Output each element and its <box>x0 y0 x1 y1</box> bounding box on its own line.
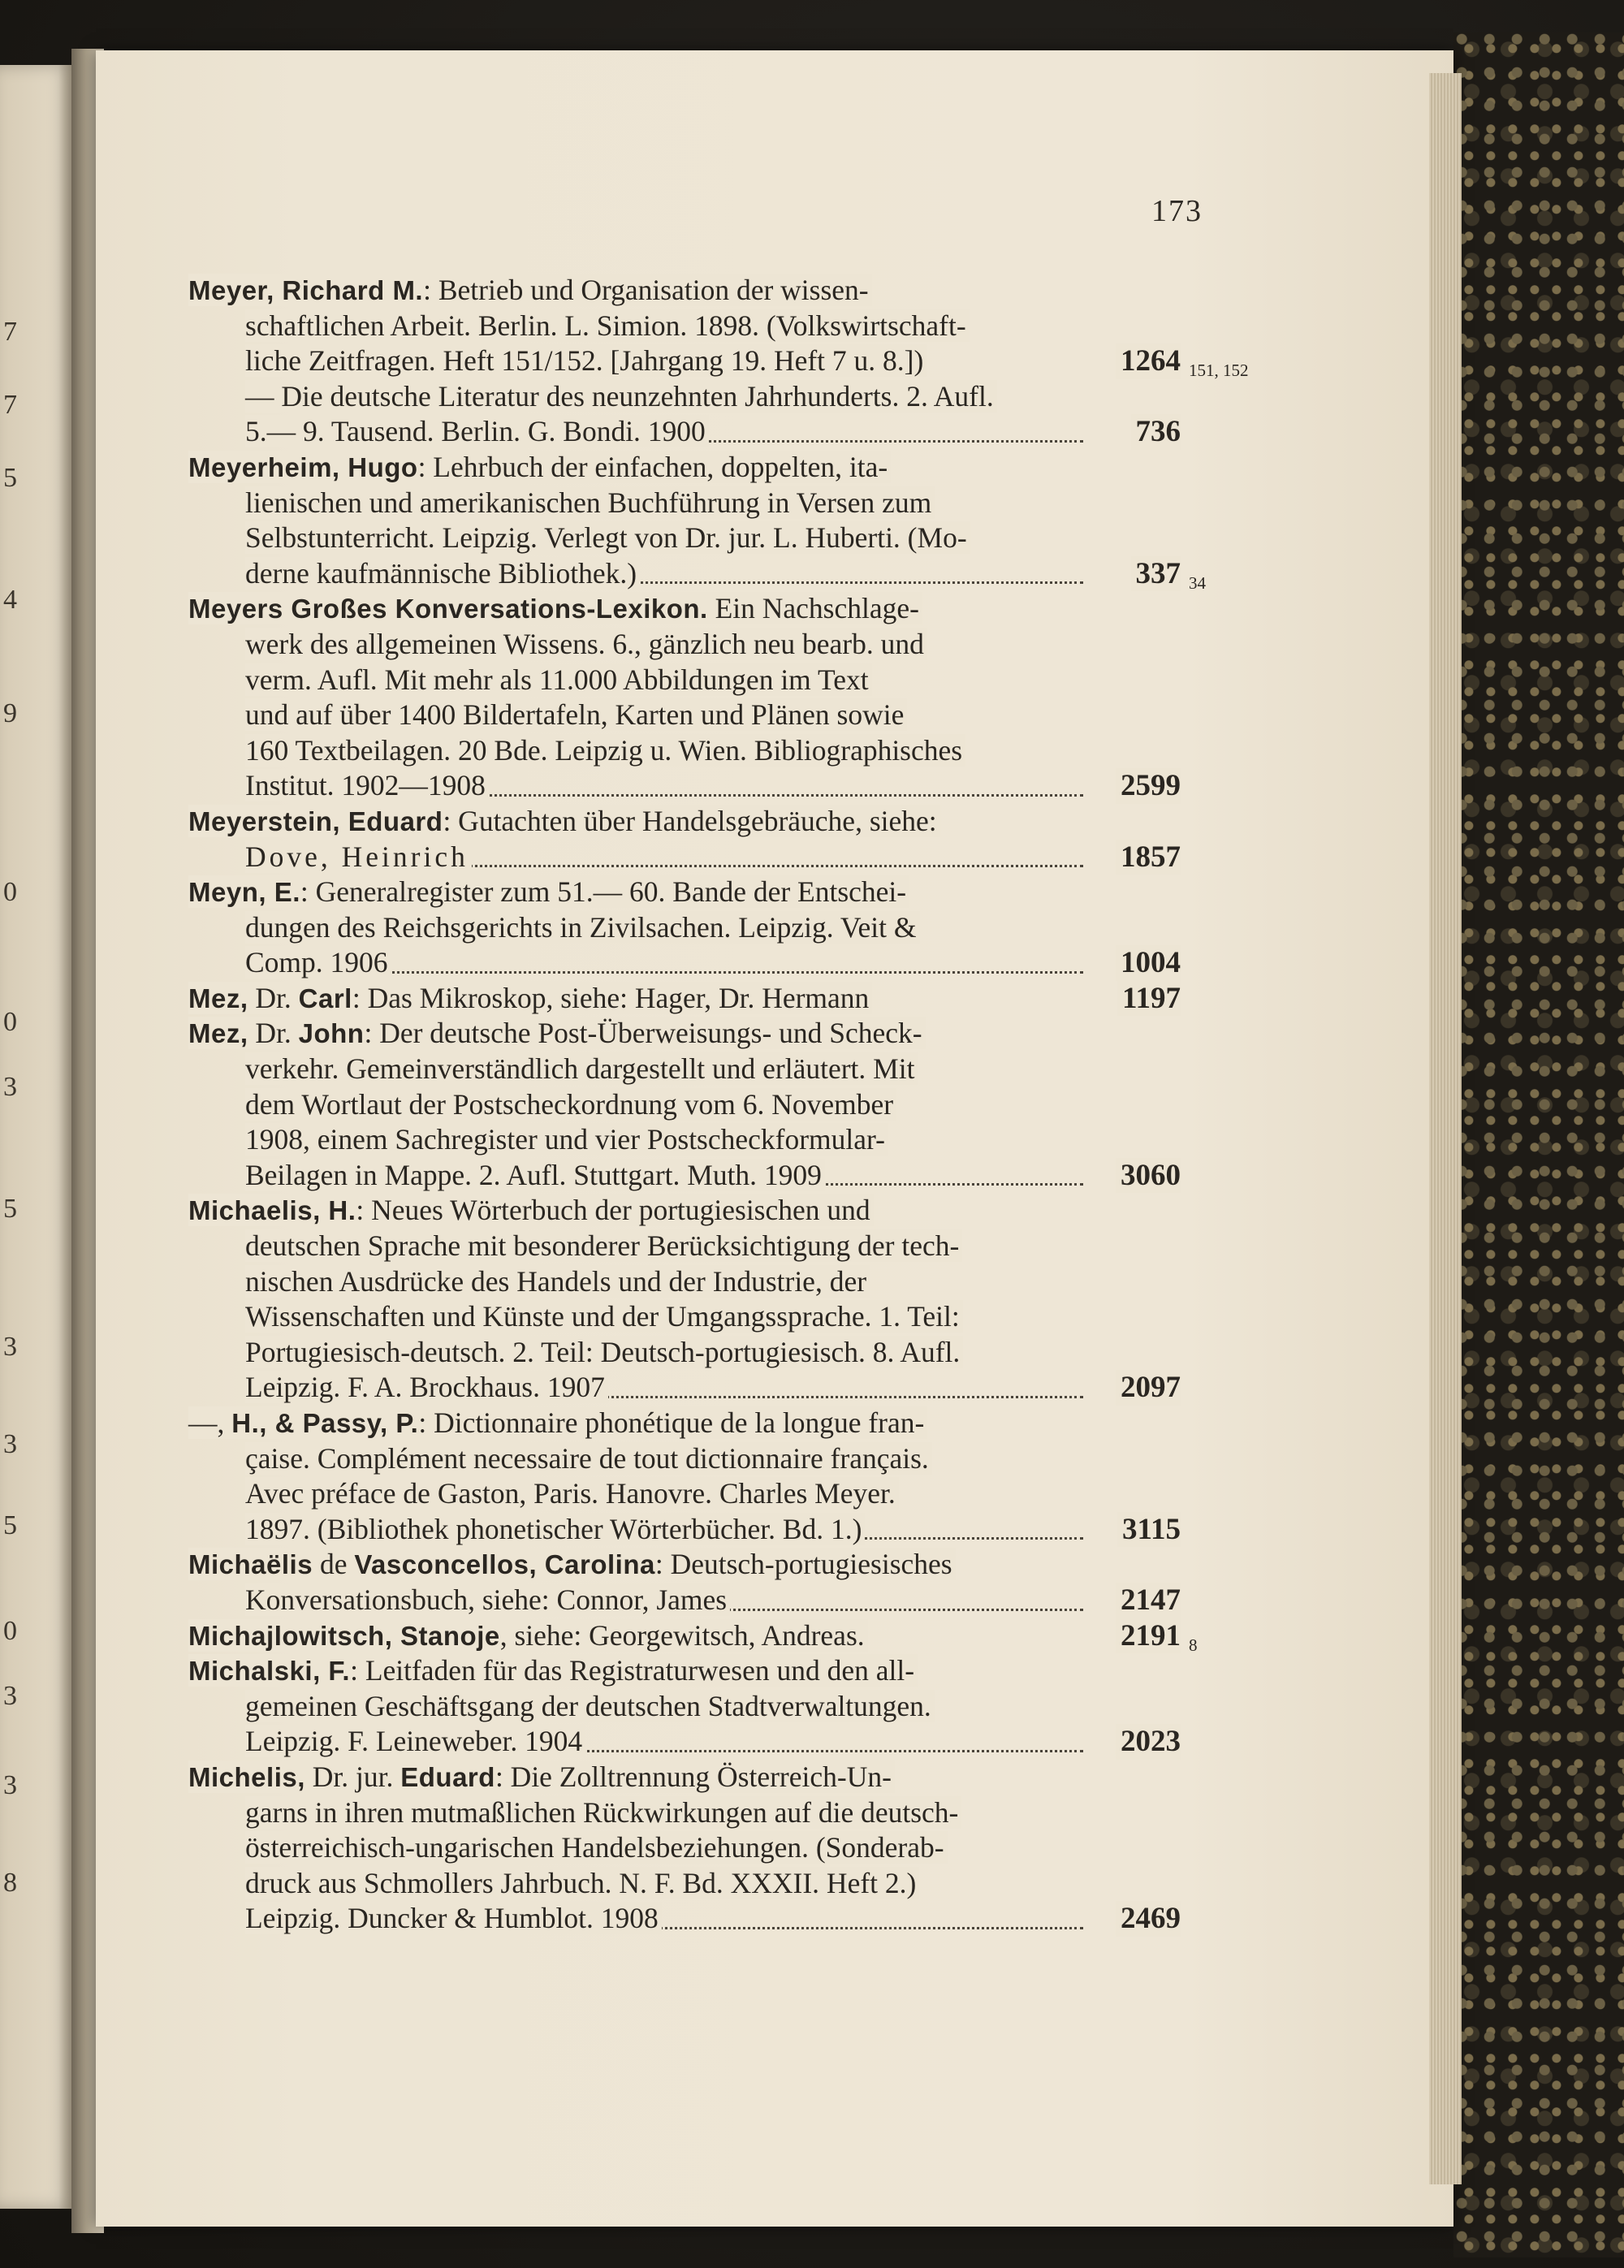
entry-text <box>188 1760 895 1793</box>
entry-line <box>188 1264 1181 1300</box>
entry-author-name: Carl <box>298 983 352 1013</box>
facing-page-mark: 5 <box>3 463 17 493</box>
entry-line <box>188 1724 1181 1760</box>
index-entry <box>188 981 1181 1017</box>
entry-text <box>245 1123 888 1156</box>
entry-text <box>245 946 391 978</box>
entry-description: : Betrieb und Organisation der wissen- <box>423 274 869 306</box>
entry-description: Institut. 1902—1908 <box>245 769 486 802</box>
entry-description: Dove, Heinrich <box>245 840 469 873</box>
facing-page-mark: 8 <box>3 1868 17 1898</box>
entry-author-name: John <box>298 1018 365 1049</box>
entry-description: 1897. (Bibliothek phonetischer Wörterbücher. Bd. 1.) <box>245 1512 862 1545</box>
entry-author: Michajlowitsch, Stanoje <box>188 1620 500 1651</box>
entry-description: 5.— 9. Tausend. Berlin. G. Bondi. 1900 <box>245 415 706 448</box>
entry-author: Meyer, Richard M. <box>188 275 424 305</box>
entry-description: çaise. Complément necessaire de tout dictionnaire français. <box>245 1441 929 1475</box>
index-entry <box>188 273 1249 450</box>
entry-description: Leipzig. Duncker & Humblot. 1908 <box>245 1902 659 1935</box>
entry-description: lienischen und amerikanischen Buchführung in Versen zum <box>245 486 932 519</box>
entry-line <box>188 1193 1181 1229</box>
entry-text <box>245 769 489 801</box>
index-entry <box>188 875 1181 981</box>
entry-text <box>245 1159 825 1191</box>
index-entry <box>188 591 1181 804</box>
entry-line <box>188 521 1181 556</box>
entry-description: , siehe: Georgewitsch, Andreas. <box>499 1618 865 1652</box>
entry-description: : Gutachten über Handelsgebräuche, siehe: <box>443 804 937 837</box>
entry-line <box>188 1866 1181 1902</box>
entry-description: deutschen Sprache mit besonderer Berücksichtigung der tech- <box>245 1229 960 1263</box>
entry-author: Michalski, F. <box>188 1656 351 1687</box>
entry-number: 3115 <box>1117 1512 1181 1548</box>
entry-number: 1004 <box>1116 945 1181 981</box>
entry-author: Michaëlis <box>188 1549 313 1580</box>
book-cover-edge <box>1453 32 1624 2257</box>
facing-page-mark: 3 <box>3 1770 17 1800</box>
entry-text <box>188 1654 918 1687</box>
entry-text <box>245 1690 935 1722</box>
entry-title-prefix: Dr. <box>248 1017 299 1050</box>
entry-description: garns in ihren mutmaßlichen Rückwirkungen auf die deutsch- <box>245 1795 959 1829</box>
facing-page-mark: 4 <box>3 585 17 615</box>
entry-text <box>245 486 935 519</box>
facing-page-mark: 0 <box>3 1616 17 1646</box>
entry-text <box>245 1442 932 1475</box>
entry-description: Ein Nachschlage- <box>707 592 919 625</box>
entry-number: 1197 <box>1117 981 1181 1017</box>
entry-line <box>188 1901 1181 1937</box>
entry-author: Mez, <box>188 1018 248 1049</box>
entry-description: : Die Zolltrennung Österreich-Un- <box>495 1760 892 1793</box>
entry-text <box>188 805 940 837</box>
entry-number: 736 <box>1131 414 1181 450</box>
entry-author-name: Vasconcellos, Carolina <box>354 1549 655 1580</box>
index-entry <box>188 1653 1181 1760</box>
entry-text <box>245 628 927 660</box>
entry-description: Beilagen in Mappe. 2. Aufl. Stuttgart. Muth. 1909 <box>245 1158 822 1191</box>
index-entry <box>188 1618 1198 1655</box>
entry-author: Michaelis, H. <box>188 1195 356 1226</box>
index-entry <box>188 1760 1181 1937</box>
entry-author: Meyerstein, Eduard <box>188 806 443 836</box>
index-entry <box>188 804 1181 875</box>
entry-line <box>188 1299 1181 1335</box>
entry-line <box>188 1795 1181 1831</box>
entry-line <box>188 910 1181 946</box>
entry-line <box>188 1406 1181 1441</box>
entry-description: 1908, einem Sachregister und vier Postscheckformular- <box>245 1123 885 1156</box>
entry-description: Comp. 1906 <box>245 946 388 979</box>
index-entries <box>188 273 1249 1937</box>
entry-description: : Generalregister zum 51.— 60. Bande der Entschei- <box>300 875 907 909</box>
page-number: 173 <box>1151 194 1203 228</box>
entry-description: : Deutsch-portugiesisches <box>654 1548 952 1581</box>
entry-description: Avec préface de Gaston, Paris. Hanovre. Charles Meyer. <box>245 1477 896 1510</box>
entry-line <box>188 981 1181 1017</box>
page-stack-edge <box>1429 73 1462 2184</box>
entry-line <box>188 1335 1181 1371</box>
entry-author: Michelis, <box>188 1761 305 1792</box>
facing-page-mark: 0 <box>3 1007 17 1037</box>
entry-text <box>245 1229 962 1262</box>
entry-line <box>188 1653 1181 1689</box>
entry-description: gemeinen Geschäftsgang der deutschen Stadtverwaltungen. <box>245 1689 931 1722</box>
entry-author: Mez, <box>188 983 248 1013</box>
entry-description: dem Wortlaut der Postscheckordnung vom 6. November <box>245 1087 894 1121</box>
entry-description: dungen des Reichsgerichts in Zivilsachen. Leipzig. Veit & <box>245 910 917 944</box>
facing-page-mark: 3 <box>3 1681 17 1711</box>
entry-description: : Neues Wörterbuch der portugiesischen und <box>356 1194 870 1227</box>
entry-line <box>188 1052 1181 1087</box>
entry-description: derne kaufmännische Bibliothek.) <box>245 556 637 590</box>
entry-text <box>245 1300 963 1333</box>
entry-line <box>188 1618 1198 1655</box>
facing-page-mark: 5 <box>3 1510 17 1540</box>
entry-title-prefix: de <box>313 1548 355 1581</box>
entry-text <box>245 1831 948 1864</box>
entry-line <box>188 1547 1181 1583</box>
facing-page-mark: 7 <box>3 317 17 347</box>
entry-text <box>245 1725 585 1757</box>
entry-line <box>188 1583 1181 1618</box>
entry-line <box>188 343 1249 381</box>
entry-line <box>188 1370 1181 1406</box>
entry-number: 2097 <box>1116 1370 1181 1406</box>
entry-description: werk des allgemeinen Wissens. 6., gänzlich neu bearb. und <box>245 627 924 660</box>
entry-line <box>188 486 1181 521</box>
entry-line <box>188 379 1181 415</box>
entry-text <box>245 1088 896 1121</box>
entry-text <box>245 380 997 413</box>
entry-author: Meyers Großes Konversations-Lexikon. <box>188 594 708 624</box>
facing-page-margin-marks <box>0 65 32 2209</box>
entry-description: verm. Aufl. Mit mehr als 11.000 Abbildungen im Text <box>245 663 869 696</box>
entry-line <box>188 1158 1181 1194</box>
entry-title-prefix: Dr. jur. <box>304 1760 401 1793</box>
entry-line <box>188 591 1181 627</box>
entry-description: : Der deutsche Post-Überweisungs- und Scheck- <box>364 1017 922 1050</box>
entry-line <box>188 1122 1181 1158</box>
entry-text <box>245 1371 608 1403</box>
entry-text <box>188 451 891 483</box>
entry-description: schaftlichen Arbeit. Berlin. L. Simion. 1898. (Volkswirtschaft- <box>245 309 966 342</box>
entry-line <box>188 309 1181 344</box>
entry-text <box>245 1052 918 1085</box>
entry-description: liche Zeitfragen. Heft 151/152. [Jahrgang 19. Heft 7 u. 8.]) <box>245 344 924 378</box>
entry-text <box>245 911 920 944</box>
entry-author-name: Eduard <box>400 1761 495 1792</box>
entry-line <box>188 414 1181 450</box>
entry-text <box>245 521 970 554</box>
entry-number: 2147 <box>1116 1583 1181 1618</box>
entry-line <box>188 1476 1181 1512</box>
entry-text <box>245 734 965 767</box>
entry-text <box>188 1194 874 1226</box>
entry-line <box>188 1441 1181 1477</box>
entry-text <box>188 274 872 306</box>
entry-line <box>188 450 1181 486</box>
facing-page-mark: 9 <box>3 698 17 728</box>
entry-description: : Lehrbuch der einfachen, doppelten, ita- <box>417 450 888 483</box>
entry-line <box>188 1087 1181 1123</box>
facing-page-mark: 3 <box>3 1072 17 1102</box>
entry-subnumber: 8 <box>1189 1635 1198 1655</box>
entry-description: nischen Ausdrücke des Handels und der Industrie, der <box>245 1264 867 1298</box>
entry-author: Meyerheim, Hugo <box>188 451 418 482</box>
entry-subnumber: 151, 152 <box>1189 361 1249 381</box>
entry-description: österreichisch-ungarischen Handelsbeziehungen. (Sonderab- <box>245 1831 944 1864</box>
entry-line <box>188 273 1181 309</box>
entry-text <box>245 309 970 342</box>
facing-page-mark: 5 <box>3 1194 17 1224</box>
entry-description: 160 Textbeilagen. 20 Bde. Leipzig u. Wien. Bibliographisches <box>245 733 963 767</box>
entry-line <box>188 627 1181 663</box>
entry-description: : Dictionnaire phonétique de la longue fran- <box>418 1406 925 1439</box>
entry-text <box>188 875 909 908</box>
entry-line <box>188 804 1181 840</box>
entry-description: : Leitfaden für das Registraturwesen und den all- <box>350 1654 915 1687</box>
entry-text <box>245 1477 899 1510</box>
entry-description: : Das Mikroskop, siehe: Hager, Dr. Hermann <box>352 981 870 1014</box>
entry-text <box>245 663 872 696</box>
facing-page-mark: 3 <box>3 1332 17 1362</box>
entry-description: Leipzig. F. A. Brockhaus. 1907 <box>245 1371 605 1404</box>
entry-description: Portugiesisch-deutsch. 2. Teil: Deutsch-portugiesisch. 8. Aufl. <box>245 1335 961 1368</box>
entry-prefix: —, <box>188 1406 232 1439</box>
entry-text <box>245 698 907 731</box>
entry-description: verkehr. Gemeinverständlich dargestellt und erläutert. Mit <box>245 1052 915 1086</box>
entry-line <box>188 1760 1181 1795</box>
entry-number: 3060 <box>1116 1158 1181 1194</box>
entry-description: druck aus Schmollers Jahrbuch. N. F. Bd. XXXII. Heft 2.) <box>245 1866 917 1899</box>
entry-text <box>245 344 926 377</box>
index-entry <box>188 450 1206 593</box>
entry-number: 2469 <box>1116 1901 1181 1937</box>
entry-text <box>188 982 872 1014</box>
entry-line <box>188 1016 1181 1052</box>
entry-text <box>245 415 709 447</box>
entry-description: Konversationsbuch, siehe: Connor, James <box>245 1583 728 1616</box>
entry-number: 1264 <box>1116 343 1181 379</box>
entry-description: und auf über 1400 Bildertafeln, Karten und Plänen sowie <box>245 698 905 732</box>
entry-number: 1857 <box>1116 840 1181 875</box>
entry-author: Meyn, E. <box>188 877 300 908</box>
entry-text <box>245 1513 865 1545</box>
entry-description: Selbstunterricht. Leipzig. Verlegt von Dr. jur. L. Huberti. (Mo- <box>245 521 967 555</box>
index-entry <box>188 1016 1181 1193</box>
entry-line <box>188 768 1181 804</box>
entry-line <box>188 556 1206 593</box>
entry-line <box>188 945 1181 981</box>
entry-line <box>188 733 1181 769</box>
index-entry <box>188 1406 1181 1547</box>
entry-number: 2599 <box>1116 768 1181 804</box>
entry-line <box>188 875 1181 910</box>
facing-page <box>0 65 73 2209</box>
facing-page-mark: 3 <box>3 1429 17 1459</box>
entry-description: Leipzig. F. Leineweber. 1904 <box>245 1725 583 1758</box>
entry-line <box>188 840 1181 875</box>
entry-text <box>188 592 922 624</box>
entry-number: 2191 <box>1116 1618 1181 1654</box>
entry-text <box>245 1336 963 1368</box>
entry-description: Wissenschaften und Künste und der Umgangssprache. 1. Teil: <box>245 1300 960 1333</box>
entry-line <box>188 1229 1181 1264</box>
entry-text <box>245 557 640 590</box>
entry-text <box>188 1548 956 1580</box>
index-entry <box>188 1547 1181 1618</box>
entry-text <box>245 840 472 873</box>
entry-text <box>188 1406 927 1439</box>
entry-description: — Die deutsche Literatur des neunzehnten Jahrhunderts. 2. Aufl. <box>245 379 994 413</box>
entry-line <box>188 663 1181 698</box>
entry-text <box>245 1796 961 1829</box>
entry-text <box>245 1583 730 1616</box>
entry-text <box>245 1265 870 1298</box>
entry-line <box>188 698 1181 733</box>
entry-line <box>188 1830 1181 1866</box>
entry-text <box>188 1619 868 1652</box>
index-entry <box>188 1193 1181 1406</box>
entry-title-prefix: Dr. <box>248 981 299 1014</box>
entry-number: 337 <box>1131 556 1181 592</box>
entry-text <box>245 1902 662 1934</box>
entry-author: H., & Passy, P. <box>231 1408 419 1438</box>
facing-page-mark: 0 <box>3 877 17 907</box>
entry-line <box>188 1512 1181 1548</box>
entry-text <box>245 1867 919 1899</box>
entry-number: 2023 <box>1116 1724 1181 1760</box>
entry-text <box>188 1017 926 1049</box>
entry-subnumber: 34 <box>1189 572 1206 593</box>
facing-page-mark: 7 <box>3 390 17 420</box>
entry-line <box>188 1689 1181 1725</box>
